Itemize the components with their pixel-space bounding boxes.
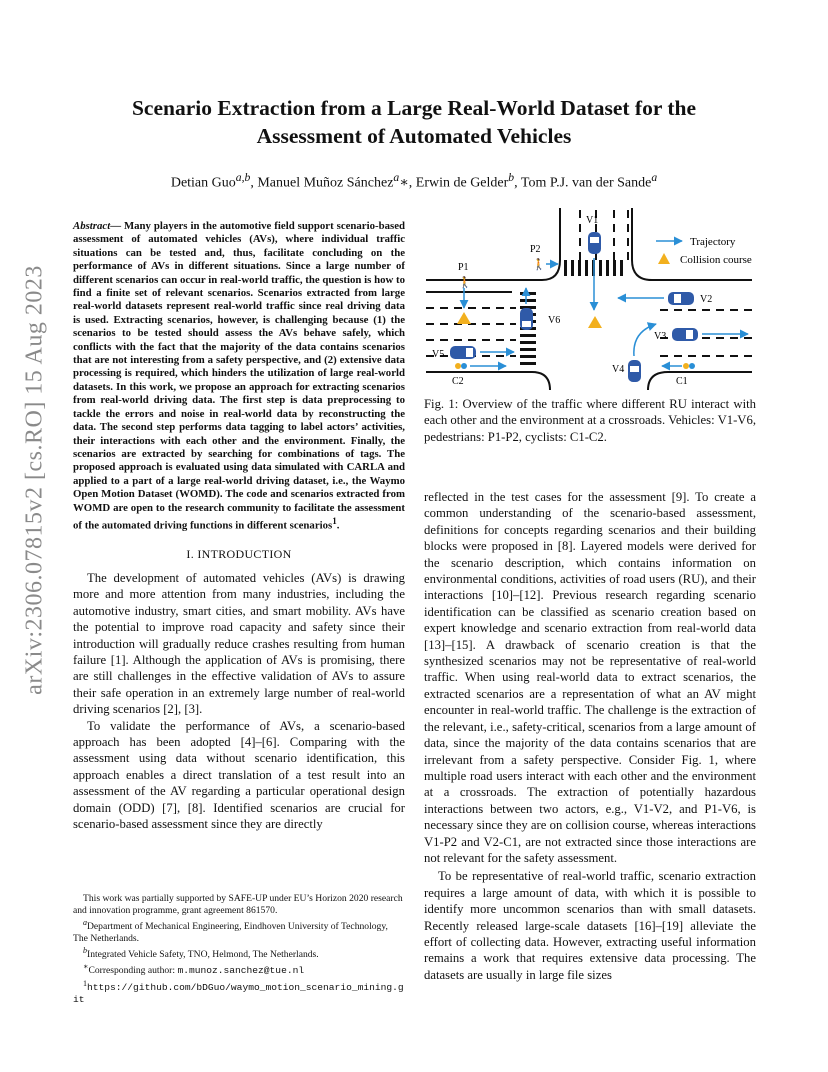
- figure-1-crossroads-diagram: [424, 200, 756, 392]
- svg-text:P2: P2: [530, 244, 541, 255]
- warning-icon: [658, 253, 670, 264]
- footnote-funding: This work was partially supported by SAFE-UP under EU’s Horizon 2020 research and innovation programme, grant agreement 861570.: [73, 893, 403, 916]
- author-1-affil: a,b: [235, 171, 251, 184]
- abstract-end: .: [336, 519, 340, 532]
- svg-text:C2: C2: [452, 376, 464, 387]
- author-3: ∗, Erwin de Gelder: [399, 175, 509, 191]
- collision-warning-icon: [457, 312, 471, 324]
- footnotes: [73, 893, 405, 1006]
- author-2-affil: a: [393, 171, 400, 184]
- svg-text:V1: V1: [586, 215, 599, 226]
- v4-trajectory: [634, 324, 656, 356]
- paper-title: [74, 94, 754, 150]
- car-v2: [668, 292, 712, 305]
- svg-text:P1: P1: [458, 262, 469, 273]
- legend-trajectory-label: Trajectory: [690, 236, 736, 248]
- footnote-affiliation-b: [73, 945, 405, 961]
- paragraph: The development of automated vehicles (AVs) is drawing more and more attention from many industries, including the automotive industry, smart cities, and smart mobility. AVs have the potential to improve road capacity and safety since their introduction will gradually reduce crashes resulting from human failure [1]. Although the application of AVs is promising, there are still challenges in the effective validation of AVs to assure their safe operation in an extremely large number of real-world driving scenarios [2], [3].: [73, 570, 405, 717]
- svg-text:V6: V6: [548, 315, 561, 326]
- left-column: [73, 220, 405, 832]
- title-line-2: Assessment of Automated Vehicles: [256, 124, 572, 148]
- pedestrian-p1: [458, 262, 472, 289]
- abstract-footnote-mark: 1: [332, 515, 337, 526]
- legend-collision-label: Collision course: [680, 254, 752, 266]
- svg-text:C1: C1: [676, 376, 688, 387]
- figure-1-caption: Fig. 1: Overview of the traffic where different RU interact with each other and the environment at a crossroads. Vehicles: V1-V6, pedestrians: P1-P2, cyclists: C1-C2.: [424, 397, 756, 444]
- affil-b-text: Integrated Vehicle Safety, TNO, Helmond, The Netherlands.: [87, 949, 319, 961]
- car-v4: [612, 360, 641, 382]
- car-v6: [520, 308, 560, 330]
- author-3-affil: b: [508, 171, 515, 184]
- code-url-link[interactable]: https://github.com/bDGuo/waymo_motion_scenario_mining.git: [73, 981, 404, 1005]
- author-4: , Tom P.J. van der Sande: [514, 175, 652, 191]
- abstract-label: Abstract: [73, 220, 111, 232]
- affil-b-mark: b: [83, 946, 87, 956]
- svg-text:V2: V2: [700, 294, 713, 305]
- author-1: Detian Guo: [170, 175, 236, 191]
- section-heading-introduction: I. INTRODUCTION: [186, 546, 292, 561]
- car-v3: [654, 328, 698, 342]
- svg-text:🚶: 🚶: [458, 276, 472, 289]
- right-column-body: [424, 489, 756, 983]
- paragraph: To validate the performance of AVs, a scenario-based approach has been adopted [4]–[6]. Comparing with the assessment using data without scenario identification, this approach enables a direct translation of a test result into an assessment of the AV regarding a particular operational design domain (ODD) [7], [8]. Identified scenarios are crucial for scenario-based assessment since they are directly: [73, 718, 405, 832]
- title-line-1: Scenario Extraction from a Large Real-World Dataset for the: [131, 96, 697, 120]
- abstract-text: — Many players in the automotive field support scenario-based assessment of automated vehicles (AVs), where individual traffic situations can be tested and, thus, facilitate concluding on the performance of AVs in different situations. Since a large number of different scenarios can occur in real-world traffic, the question is how to find a finite set of relevant scenarios. Scenarios extracted from large real-world datasets represent real-world traffic since real driving data is used. Extracting scenarios, however, is challenging because (1) the scenarios to be tested should assess the AVs behave safely, which conflicts with the fact that the majority of the data contains scenarios that are not interesting from a safety perspective, and (2) extensive data processing is required, which hinders the utilization of large real-world datasets. In this work, we propose an approach for extracting scenarios from real-world driving data. The first step is data preprocessing to tackle the errors and noise in real-world data by reconstructing the data. The second step performs data tagging to label actors’ activities, their interactions with each other and the environment. Finally, the scenarios are extracted by searching for combinations of tags. The proposed approach is evaluated using data simulated with CARLA and applied to a part of a large real-world driving dataset, i.e., the Waymo Open Motion Dataset (WOMD). The code and scenarios extracted from WOMD are open to the research community to facilitate the assessment of the automated driving functions in different scenarios: [73, 220, 405, 532]
- svg-text:V5: V5: [432, 349, 445, 360]
- car-v1: [586, 215, 601, 254]
- corr-text: Corresponding author:: [88, 965, 178, 977]
- author-4-affil: a: [651, 171, 658, 184]
- svg-text:🚶: 🚶: [532, 258, 546, 271]
- right-column: [424, 200, 756, 445]
- paragraph: reflected in the test cases for the assessment [9]. To create a common understanding of the scenario-based assessment, definitions for concepts regarding scenarios and their building blocks were proposed in [8]. Layered models were derived for the scenario description, which contains information on environmental conditions, activities of road users (RU), and their interactions [10]–[12]. Previous research regarding scenario identification can be classified as scenario creation based on expert knowledge and scenario extraction from real-world data [13]–[15]. A drawback of scenario creation is that the synthesized scenarios may not be representative of real-world traffic. When using real-world data to extract scenarios, the extracted scenarios are a representation of what an AV might encounter in real-world traffic. The challenge is the extraction of the relevant, i.e., safety-critical, scenarios from a large amount of data, since the majority of the data contains scenarios that are irrelevant from a safety perspective. Consider Fig. 1, where multiple road users interact with each other and the environment at a crossroads. The extraction of potentially hazardous interactions between two actors, e.g., V1-V2, and P1-V6, is necessary since they are on collision course, whereas interactions V1-P2 and V2-C1, are not extracted since those interactions are not relevant for the safety assessment.: [424, 490, 756, 865]
- arxiv-id: arXiv:2306.07815v2 [cs.RO] 15 Aug 2023: [21, 265, 48, 695]
- collision-warning-icon: [588, 316, 602, 328]
- car-v5: [432, 346, 476, 360]
- affil-a-mark: a: [83, 918, 87, 927]
- pedestrian-p2: [530, 244, 546, 271]
- svg-text:V4: V4: [612, 364, 625, 375]
- author-list: [74, 171, 754, 192]
- arxiv-sidebar-stamp: [18, 265, 52, 695]
- affil-a-text: Department of Mechanical Engineering, Eindhoven University of Technology, The Netherlands.: [73, 921, 388, 945]
- figure-legend: [656, 236, 752, 266]
- footnote-corresponding: [73, 961, 405, 977]
- corr-mark: ∗: [83, 962, 89, 972]
- cyclist-c2: [452, 363, 467, 387]
- author-2: , Manuel Muñoz Sánchez: [250, 175, 394, 191]
- footnote-code-url: [73, 978, 405, 1006]
- abstract: [73, 220, 405, 533]
- svg-text:V3: V3: [654, 331, 667, 342]
- url-mark: 1: [83, 978, 87, 988]
- paragraph: To be representative of real-world traffic, scenario extraction requires a large amount of data, with which it is possible to identify more uncommon scenarios than with small datasets. Recently released large-scale datasets [16]–[19] alleviate the effort of collecting data. However, extracting useful information remains a work that requires extensive data processing. The datasets are usually in large file sizes: [424, 869, 756, 982]
- footnote-affiliation-a: [73, 917, 405, 945]
- corr-email-link[interactable]: m.munoz.sanchez@tue.nl: [177, 965, 305, 977]
